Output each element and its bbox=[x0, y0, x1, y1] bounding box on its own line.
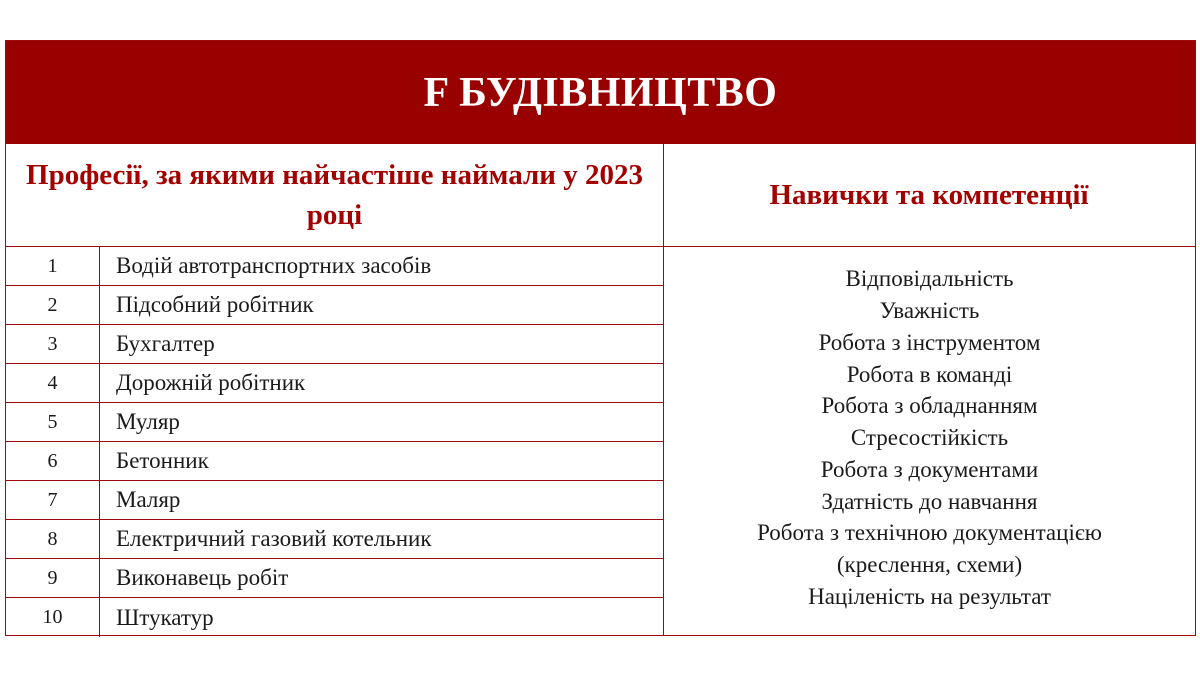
table-row bbox=[6, 247, 663, 286]
row-number: 9 bbox=[6, 559, 100, 597]
row-number: 4 bbox=[6, 364, 100, 402]
profession-name: Виконавець робіт bbox=[116, 565, 289, 590]
professions-header: Професії, за якими найчастіше наймали у 2023 році bbox=[6, 144, 664, 246]
table-row bbox=[6, 286, 663, 325]
profession-name: Маляр bbox=[116, 487, 181, 512]
skill-item: Робота з технічною документацією bbox=[757, 520, 1102, 546]
table-row bbox=[6, 364, 663, 403]
professions-list bbox=[6, 247, 664, 635]
table-row bbox=[6, 598, 663, 637]
skill-item: Відповідальність bbox=[845, 266, 1014, 292]
profession-name: Бетонник bbox=[116, 448, 209, 473]
table-row bbox=[6, 325, 663, 364]
profession-name: Бухгалтер bbox=[116, 331, 215, 356]
profession-name: Муляр bbox=[116, 409, 180, 434]
skill-item: Здатність до навчання bbox=[821, 488, 1038, 514]
table-row bbox=[6, 559, 663, 598]
profession-name: Електричний газовий котельник bbox=[116, 526, 432, 551]
row-number: 5 bbox=[6, 403, 100, 441]
table-row bbox=[6, 481, 663, 520]
table-row bbox=[6, 403, 663, 442]
row-number: 10 bbox=[6, 598, 100, 637]
table-title: F БУДІВНИЦТВО bbox=[6, 41, 1195, 144]
skill-item: Робота в команді bbox=[846, 361, 1013, 387]
skill-item: (креслення, схеми) bbox=[836, 552, 1023, 578]
row-number: 2 bbox=[6, 286, 100, 324]
skills-list bbox=[664, 247, 1195, 635]
row-number: 6 bbox=[6, 442, 100, 480]
skill-item: Націленість на результат bbox=[808, 584, 1051, 610]
row-number: 8 bbox=[6, 520, 100, 558]
table-row bbox=[6, 442, 663, 481]
skill-item: Уважність bbox=[879, 297, 980, 323]
skill-item: Робота з документами bbox=[820, 456, 1039, 482]
profession-name: Дорожній робітник bbox=[116, 370, 306, 395]
skills-header: Навички та компетенції bbox=[769, 179, 1089, 211]
profession-table bbox=[5, 40, 1196, 636]
profession-name: Штукатур bbox=[116, 604, 214, 630]
skill-item: Стресостійкість bbox=[850, 425, 1009, 451]
table-row bbox=[6, 520, 663, 559]
profession-name: Підсобний робітник bbox=[116, 292, 314, 317]
row-number: 3 bbox=[6, 325, 100, 363]
skill-item: Робота з обладнанням bbox=[821, 393, 1038, 419]
header-row bbox=[6, 144, 1195, 247]
row-number: 1 bbox=[6, 247, 100, 285]
row-number: 7 bbox=[6, 481, 100, 519]
profession-name: Водій автотранспортних засобів bbox=[116, 253, 432, 278]
skill-item: Робота з інструментом bbox=[818, 329, 1041, 355]
